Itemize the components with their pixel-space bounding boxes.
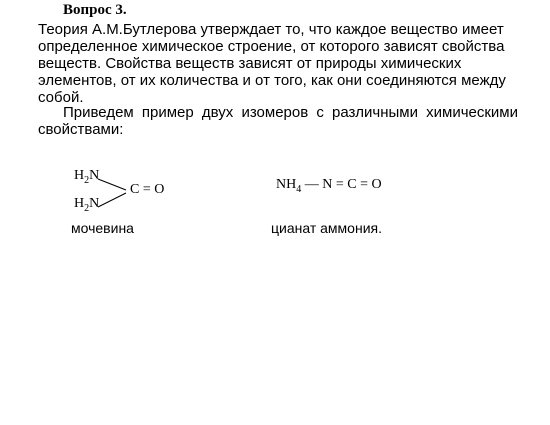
- paragraph-theory: [38, 21, 518, 106]
- question-title: Вопрос 3.: [63, 2, 127, 18]
- amino-group-top: $H_2N$: [74, 168, 100, 186]
- amino-group-bottom: $H_2N$: [74, 196, 100, 214]
- paragraph-line: собой.: [38, 89, 84, 106]
- urea-caption: мочевина: [71, 220, 134, 236]
- bond-bottom: [98, 193, 126, 207]
- paragraph-line: определенное химическое строение, от которого зависят свойства: [38, 38, 505, 55]
- paragraph-line: Теория А.М.Бутлерова утверждает то, что каждое вещество имеет: [38, 21, 504, 38]
- urea-structure: [66, 158, 186, 218]
- paragraph-line: элементов, от их количества и от того, как они соединяются между: [38, 72, 506, 89]
- ammonium-cyanate-structure: $NH_4$ — N = C = O: [276, 177, 382, 195]
- carbonyl-group: C = O: [130, 182, 165, 197]
- ammonium-cyanate-caption: цианат аммония.: [271, 220, 382, 236]
- paragraph-line: веществ. Свойства веществ зависят от природы химических: [38, 55, 462, 72]
- paragraph-example: [38, 104, 518, 138]
- paragraph-line: Приведем пример двух изомеров с различными химическими: [63, 104, 518, 121]
- paragraph-line: свойствами:: [38, 121, 124, 138]
- bond-top: [98, 179, 126, 190]
